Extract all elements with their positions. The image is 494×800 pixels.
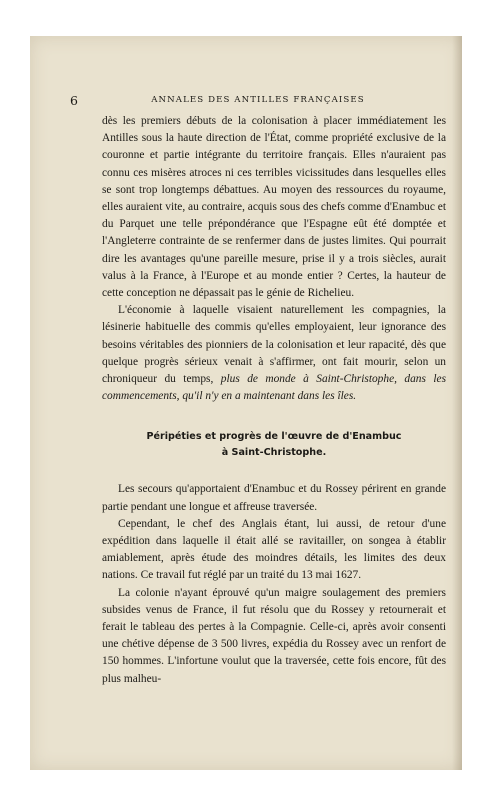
body-text bbox=[102, 113, 446, 688]
chronicler-quote: plus de monde à Saint-Christophe, dans les commencements, qu'il n'y en a maintenant dans les îles. bbox=[102, 373, 446, 403]
section-heading bbox=[102, 429, 446, 461]
running-header bbox=[70, 95, 446, 109]
paragraph-continued: dès les premiers débuts de la colonisation à placer immédiatement les Antilles sous la haute direction de l'État, comme propriété exclusive de la couronne et partie intégrante du territoire français. Elles n'auraient pas connu ces misères atroces ni ces terribles vicissitudes dans lesquelles elles se sont trop longtemps débattues. Au moyen des ressources du royaume, elles auraient vite, au contraire, acquis sous des chefs comme d'Enambuc et du Parquet une telle prépondérance que l'Espagne eût été domptée et l'Angleterre contrainte de se renfermer dans de justes limites. Qui pourrait dire les avantages qu'une pareille mesure, prise il y a trois siècles, aurait valus à la France, à l'Europe et au monde entier ? Certes, la hauteur de cette conception ne dépassait pas le génie de Richelieu. bbox=[102, 115, 446, 300]
page-number: 6 bbox=[70, 93, 78, 108]
paragraph-secours: Les secours qu'apportaient d'Enambuc et du Rossey périrent en grande partie pendant une longue et affreuse traversée. bbox=[102, 483, 446, 513]
section-heading-line1: Péripéties et progrès de l'œuvre de d'Enambuc bbox=[146, 431, 402, 443]
page-gutter-shadow bbox=[452, 36, 462, 770]
paragraph-economie bbox=[102, 302, 446, 405]
paragraph-economie-text: L'économie à laquelle visaient naturellement les compagnies, la lésinerie habituelle des commis qu'elles employaient, leur ignorance des besoins véritables des pionniers de la colonisation et leur rapacité, dès que quelque progrès sérieux venait à s'affirmer, ont fait mourir, selon un chroniqueur du temps, bbox=[102, 304, 446, 386]
running-title: ANNALES DES ANTILLES FRANÇAISES bbox=[151, 95, 365, 105]
paragraph-cependant: Cependant, le chef des Anglais étant, lui aussi, de retour d'une expédition dans laquelle il était allé se ravitailler, on songea à établir amiablement, après étude des moindres détails, les limites des deux nations. Ce travail fut réglé par un traité du 13 mai 1627. bbox=[102, 517, 446, 582]
section-heading-line2: à Saint-Christophe. bbox=[221, 447, 327, 459]
paragraph-colonie: La colonie n'ayant éprouvé qu'un maigre soulagement des premiers subsides venus de France, il fut résolu que du Rossey y retournerait et ferait le tableau des pertes à la Compagnie. Celle-ci, après avoir consenti une chétive dépense de 3 500 livres, expédia du Rossey avec un renfort de 150 hommes. L'infortune voulut que la traversée, cette fois encore, fût des plus malheu- bbox=[102, 586, 446, 685]
